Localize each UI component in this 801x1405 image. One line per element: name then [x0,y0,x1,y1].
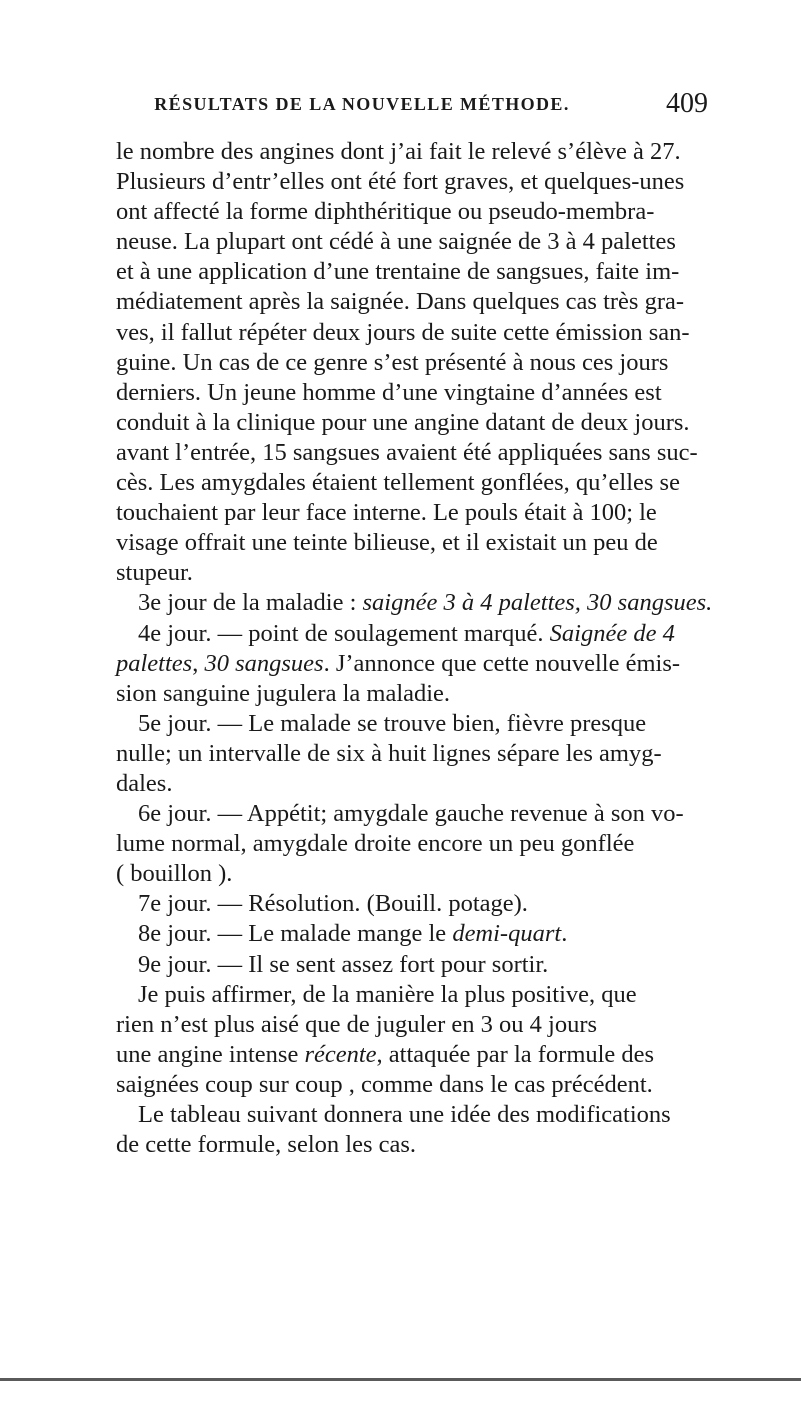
day-8-entry [116,919,708,949]
day-3-label: 3e jour de la maladie : [138,589,363,617]
day-5-entry: 5e jour. — Le malade se trouve bien, fièvre presque [138,709,647,737]
text-line: ( bouillon ). [116,860,233,888]
text-line: sion sanguine jugulera la maladie. [116,679,451,707]
text-line: ont affecté la forme diphthéritique ou pseudo-membra- [116,198,655,226]
text-line: Plusieurs d’entr’elles ont été fort graves, et quelques-unes [116,168,685,196]
text-line: touchaient par leur face interne. Le pouls était à 100; le [116,499,657,527]
text-line: stupeur. [116,559,193,587]
text-line: nulle; un intervalle de six à huit lignes sépare les amyg- [116,739,662,767]
text-line: et à une application d’une trentaine de sangsues, faite im- [116,258,680,286]
bottom-rule [0,1378,801,1381]
running-head [116,88,708,120]
text-line: le nombre des angines dont j’ai fait le relevé s’élève à 27. [116,138,681,165]
day-4-rest: . J’annonce que cette nouvelle émis- [323,649,681,677]
day-3-entry [116,588,713,618]
text-line [116,1040,708,1070]
conclusion-text: , attaquée par la formule des [376,1040,655,1068]
text-line: dales. [116,769,173,797]
day-8-end: . [561,920,568,948]
text-line: neuse. La plupart ont cédé à une saignée de 3 à 4 palettes [116,228,676,256]
text-line [116,649,708,679]
text-line: visage offrait une teinte bilieuse, et il existait un peu de [116,529,658,557]
conclusion-italic: récente [304,1040,377,1068]
day-8-diet: demi-quart [452,920,562,948]
text-line: rien n’est plus aisé que de juguler en 3 ou 4 jours [116,1010,598,1038]
body-text [116,137,713,1160]
text-line: conduit à la clinique pour une angine datant de deux jours. [116,408,690,436]
page-number: 409 [666,88,708,119]
text-line: avant l’entrée, 15 sangsues avaient été appliquées sans suc- [116,438,698,466]
day-4-treatment: Saignée de 4 [549,619,675,647]
text-line: guine. Un cas de ce genre s’est présenté à nous ces jours [116,348,669,376]
day-8-label: 8e jour. — Le malade mange le [138,920,453,948]
day-4-separator: , [192,649,205,677]
day-4-label: 4e jour. — point de soulagement marqué. [138,619,550,647]
day-9-entry: 9e jour. — Il se sent assez fort pour sortir. [138,950,549,978]
text-line: lume normal, amygdale droite encore un peu gonflée [116,830,635,858]
text-line: saignées coup sur coup , comme dans le cas précédent. [116,1070,653,1098]
conclusion-text: une angine intense [116,1040,305,1068]
day-3-treatment: saignée 3 à 4 palettes, 30 sangsues. [362,589,713,617]
text-line: médiatement après la saignée. Dans quelques cas très gra- [116,288,685,316]
conclusion-line: Je puis affirmer, de la manière la plus positive, que [138,980,637,1008]
text-line: ves, il fallut répéter deux jours de suite cette émission san- [116,318,690,346]
day-4-sangsues: 30 sangsues [204,649,324,677]
text-line: de cette formule, selon les cas. [116,1131,417,1159]
day-7-entry: 7e jour. — Résolution. (Bouill. potage). [138,890,528,918]
day-4-entry [116,619,708,649]
day-6-entry: 6e jour. — Appétit; amygdale gauche revenue à son vo- [138,800,684,828]
closing-line: Le tableau suivant donnera une idée des modifications [138,1101,671,1128]
text-line: derniers. Un jeune homme d’une vingtaine d’années est [116,378,662,406]
text-line: cès. Les amygdales étaient tellement gonflées, qu’elles se [116,469,680,497]
running-title: RÉSULTATS DE LA NOUVELLE MÉTHODE. [154,94,570,114]
day-4-palettes: palettes [116,649,193,677]
